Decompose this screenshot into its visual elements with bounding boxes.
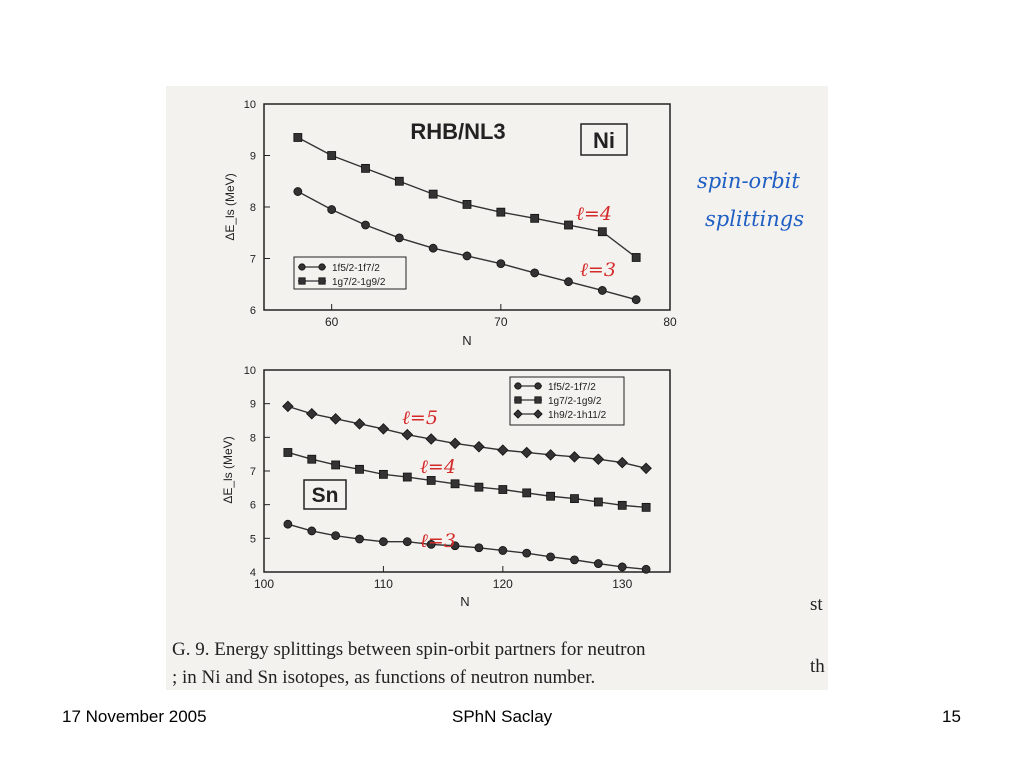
ni-y-axis-label: ΔE_ls (MeV) (223, 173, 237, 241)
sn-data-point-0 (284, 520, 292, 528)
ni-data-point-1 (395, 177, 403, 185)
ni-data-point-0 (429, 244, 437, 252)
sn-handwritten-label-l4: ℓ=4 (420, 456, 456, 478)
ni-legend-marker (319, 264, 325, 270)
sn-data-point-1 (379, 470, 387, 478)
sn-x-tick-label: 130 (612, 577, 633, 591)
ni-data-point-0 (531, 269, 539, 277)
sn-legend-marker (515, 383, 521, 389)
ni-data-point-1 (531, 214, 539, 222)
sn-y-tick-label: 7 (249, 466, 256, 478)
ni-y-tick-label: 7 (249, 253, 256, 266)
annotation-line-2: splittings (705, 207, 804, 231)
sn-legend-label: 1f5/2-1f7/2 (548, 382, 596, 393)
ni-tag: Ni (593, 128, 615, 153)
ni-legend-marker (299, 278, 305, 284)
sn-y-tick-label: 5 (249, 533, 256, 546)
ni-data-point-0 (362, 221, 370, 229)
ni-data-point-0 (294, 188, 302, 196)
ni-y-tick-label: 9 (249, 150, 256, 163)
ni-data-point-1 (328, 152, 336, 160)
sn-data-point-0 (403, 538, 411, 546)
annotation-line-1: spin-orbit (697, 169, 800, 193)
ni-data-point-0 (497, 260, 505, 268)
ni-y-tick-label: 8 (249, 202, 256, 214)
sn-data-point-0 (379, 538, 387, 546)
ni-x-tick-label: 60 (324, 315, 339, 329)
sn-y-tick-label: 8 (249, 432, 256, 445)
sn-data-point-1 (403, 473, 411, 481)
ni-data-point-1 (362, 164, 370, 172)
ni-data-point-1 (565, 221, 573, 229)
ni-legend-label: 1g7/2-1g9/2 (332, 277, 386, 288)
sn-data-point-1 (570, 495, 578, 503)
caption-line-1: G. 9. Energy splittings between spin-orbit partners for neutron (172, 639, 646, 660)
footer-date: 17 November 2005 (62, 707, 207, 726)
sn-data-point-0 (547, 553, 555, 561)
sn-handwritten-label-l3: ℓ=3 (420, 530, 456, 552)
sn-legend-marker (535, 397, 541, 403)
footer-center: SPhN Saclay (452, 707, 553, 726)
ni-legend-marker (319, 278, 325, 284)
ni-data-point-1 (429, 190, 437, 198)
ni-data-point-0 (598, 286, 606, 294)
ni-x-tick-label: 70 (494, 315, 508, 329)
sn-x-tick-label: 110 (373, 577, 393, 591)
margin-text-bottom: th (810, 656, 825, 677)
ni-handwritten-label-l3: ℓ=3 (580, 259, 616, 281)
ni-data-point-0 (463, 252, 471, 260)
sn-x-tick-label: 120 (492, 577, 513, 591)
sn-data-point-1 (332, 461, 340, 469)
sn-x-axis-label: N (460, 594, 470, 609)
ni-data-point-1 (598, 228, 606, 236)
sn-data-point-1 (523, 489, 531, 497)
ni-data-point-0 (328, 206, 336, 214)
sn-data-point-1 (547, 492, 555, 500)
ni-data-point-1 (463, 200, 471, 208)
sn-y-tick-label: 10 (243, 365, 256, 377)
sn-data-point-0 (642, 565, 650, 573)
sn-data-point-0 (332, 532, 340, 540)
ni-legend-label: 1f5/2-1f7/2 (332, 263, 380, 274)
footer-page-number: 15 (942, 707, 961, 726)
ni-legend-marker (299, 264, 305, 270)
ni-y-tick-label: 10 (243, 99, 256, 111)
sn-legend-label: 1g7/2-1g9/2 (548, 396, 602, 407)
sn-x-tick-label: 100 (253, 577, 275, 591)
sn-data-point-0 (356, 535, 364, 543)
sn-data-point-1 (284, 448, 292, 456)
sn-legend-label: 1h9/2-1h11/2 (548, 410, 607, 421)
ni-x-axis-label: N (462, 333, 472, 348)
sn-data-point-1 (618, 501, 626, 509)
ni-x-tick-label: 80 (663, 315, 677, 329)
sn-data-point-1 (475, 483, 483, 491)
sn-handwritten-label-l5: ℓ=5 (402, 407, 438, 429)
sn-y-axis-label: ΔE_ls (MeV) (221, 436, 235, 504)
ni-data-point-1 (497, 208, 505, 216)
ni-data-point-0 (565, 278, 573, 286)
margin-text-top: st (810, 594, 823, 615)
sn-data-point-1 (451, 480, 459, 488)
ni-data-point-1 (632, 253, 640, 261)
ni-handwritten-label-l4: ℓ=4 (576, 203, 612, 225)
sn-data-point-0 (308, 527, 316, 535)
sn-data-point-0 (475, 544, 483, 552)
sn-data-point-1 (308, 455, 316, 463)
sn-data-point-1 (642, 503, 650, 511)
sn-data-point-0 (570, 556, 578, 564)
sn-data-point-1 (594, 498, 602, 506)
ni-data-point-0 (395, 234, 403, 242)
sn-legend-marker (535, 383, 541, 389)
caption-line-2: ; in Ni and Sn isotopes, as functions of neutron number. (172, 667, 596, 688)
ni-y-tick-label: 6 (249, 305, 256, 317)
sn-data-point-1 (356, 465, 364, 473)
sn-data-point-0 (618, 563, 626, 571)
ni-data-point-0 (632, 296, 640, 304)
sn-data-point-0 (523, 549, 531, 557)
sn-tag: Sn (311, 484, 339, 507)
sn-data-point-0 (594, 560, 602, 568)
sn-legend-marker (515, 397, 521, 403)
sn-y-tick-label: 6 (249, 499, 256, 512)
ni-data-point-1 (294, 133, 302, 141)
ni-chart-title: RHB/NL3 (410, 119, 506, 144)
sn-y-tick-label: 4 (249, 567, 256, 579)
sn-y-tick-label: 9 (249, 398, 256, 411)
sn-data-point-1 (499, 486, 507, 494)
sn-data-point-0 (499, 546, 507, 554)
